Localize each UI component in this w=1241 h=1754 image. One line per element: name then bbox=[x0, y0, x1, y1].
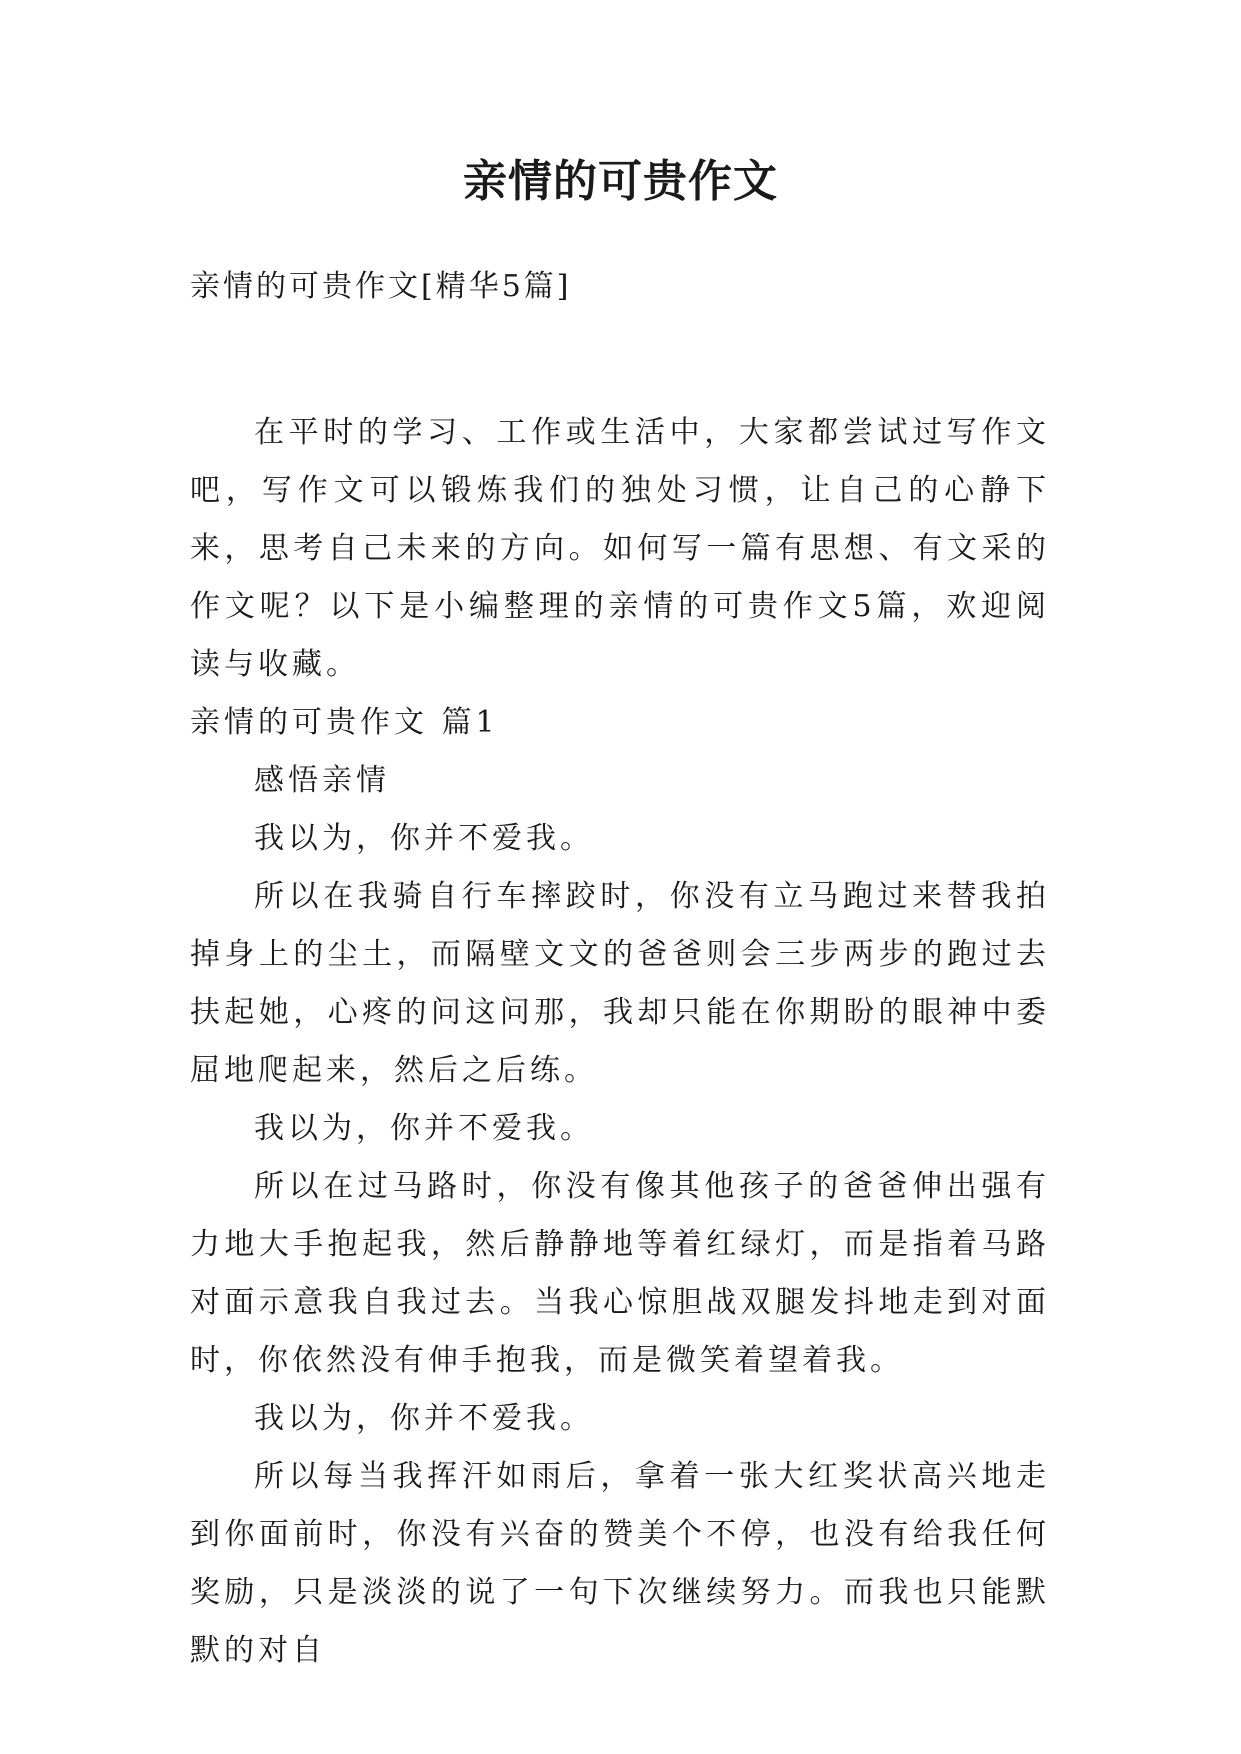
body-paragraph: 我以为，你并不爱我。 bbox=[254, 821, 594, 856]
document-subtitle: 亲情的可贵作文[精华5篇] bbox=[190, 269, 572, 304]
body-paragraph: 所以在我骑自行车摔跤时，你没有立马跑过来替我拍掉身上的尘土，而隔壁文文的爸爸则会三步两步的跑过去扶起她，心疼的问这问那，我却只能在你期盼的眼神中委屈地爬起来，然后之后练。 bbox=[190, 879, 1050, 1088]
body-paragraph: 我以为，你并不爱我。 bbox=[254, 1111, 594, 1146]
essay-title: 感悟亲情 bbox=[254, 763, 390, 798]
body-paragraph: 我以为，你并不爱我。 bbox=[254, 1401, 594, 1436]
intro-paragraph: 在平时的学习、工作或生活中，大家都尝试过写作文吧，写作文可以锻炼我们的独处习惯，让自己的心静下来，思考自己未来的方向。如何写一篇有思想、有文采的作文呢？以下是小编整理的亲情的可贵作文5篇，欢迎阅读与收藏。 bbox=[190, 415, 1050, 682]
body-paragraph: 所以每当我挥汗如雨后，拿着一张大红奖状高兴地走到你面前时，你没有兴奋的赞美个不停，也没有给我任何奖励，只是淡淡的说了一句下次继续努力。而我也只能默默的对自 bbox=[190, 1459, 1050, 1668]
document-body bbox=[190, 404, 1050, 1680]
body-paragraph: 所以在过马路时，你没有像其他孩子的爸爸伸出强有力地大手抱起我，然后静静地等着红绿灯，而是指着马路对面示意我自我过去。当我心惊胆战双腿发抖地走到对面时，你依然没有伸手抱我，而是微笑着望着我。 bbox=[190, 1169, 1050, 1378]
document-title: 亲情的可贵作文 bbox=[463, 156, 778, 207]
section-heading: 亲情的可贵作文 篇1 bbox=[190, 705, 499, 740]
